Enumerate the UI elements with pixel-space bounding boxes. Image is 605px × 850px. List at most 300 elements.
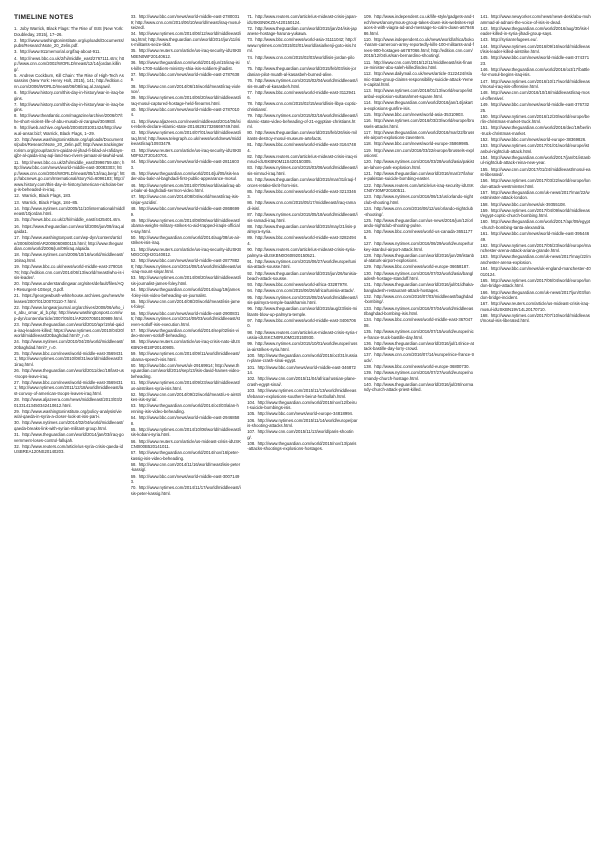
footnote-entry <box>247 90 358 101</box>
footnote-text: http://www.bbc.com/news/world-middle-east-34067060. <box>247 317 356 329</box>
footnote-entry <box>247 411 358 417</box>
footnote-number: 63. <box>130 403 137 409</box>
footnote-number: 43. <box>130 147 137 153</box>
footnote-entry <box>131 339 242 350</box>
footnote-text: http://www.nytimes.com/2015/05/18/world/middleeast/isis-ramadi-iraq.html. <box>247 212 358 223</box>
footnote-entry <box>14 252 125 263</box>
footnote-number: 16. <box>14 223 20 229</box>
footnote-entry <box>364 229 475 240</box>
footnote-entry <box>14 224 125 235</box>
footnote-text: http://www.theguardian.com/world/2015/feb/26/isis-militants-destroy-mosul-museum-artefacts. <box>247 130 357 141</box>
footnote-text: http://www.theguardian.com/world/2014/aug/08/us-air-strikes-isis-iraq. <box>130 234 241 246</box>
footnote-entry <box>131 392 242 403</box>
footnote-text: http://www.bbc.com/news/world-europe-36800730. <box>374 364 470 370</box>
footnote-text: http://www.cnn.com/2014/06/15/world/meast/iraq-violence/. <box>130 83 241 95</box>
footnote-entry <box>247 341 358 352</box>
footnote-entry <box>14 73 125 90</box>
footnote-entry <box>480 79 591 90</box>
footnote-text: http://www.cnn.com/2014/08/20/world/meast/isis-james-foley/. <box>130 298 241 310</box>
footnote-text: http://www.theguardian.com/uk-news/2017/jun/03/london-bridge-incident. <box>480 289 591 301</box>
footnote-entry <box>364 130 475 141</box>
footnote-number: 115. <box>363 111 372 117</box>
footnote-entry <box>364 88 475 99</box>
footnote-number: 121. <box>363 170 373 176</box>
footnote-text: http://www.theguardian.com/world/2015/feb/03/isis-jordanian-pilot-muath-al-kasasbeh-burned-alive. <box>247 66 357 77</box>
footnote-number: 112. <box>363 71 372 77</box>
footnote-number: 27. <box>14 379 20 385</box>
footnote-text: http://www.bbc.com/news/world-middle-east-31129416. <box>247 89 356 101</box>
footnote-number: 6. <box>14 89 18 95</box>
footnote-text: http://www.washingtonpost.com/wp-dyn/content/article/2006/06/08/AR2006060800115.html; http://www.theguardian.com/world/2006/jun/09/iraq.alqaida. <box>14 235 124 252</box>
footnote-number: 49. <box>130 217 137 223</box>
footnote-text: http://www.nytimes.com/2014/09/23/world/middleeast/us-airstrikes-syria-isis.html. <box>130 380 241 391</box>
footnote-number: 7. <box>14 101 18 107</box>
footnote-entry <box>364 364 475 370</box>
footnote-text: http://www.bbc.com/news/world-middle-east-37673225. <box>480 101 590 113</box>
footnote-text: http://www.nytimes.com/2014/06/12/world/middleeast/iraq.html; http://www.theguardian.com/world/2014/jun/11/isis-militants-seize-tikrit. <box>130 31 241 48</box>
footnote-number: 143. <box>480 37 489 43</box>
footnote-number: 153. <box>480 143 489 149</box>
footnote-text: http://www.nytimes.com/2016/06/13/us/orlando-nightclub-shooting.html. <box>363 194 473 205</box>
footnote-text: http://www.bbc.com/news/world-asia-35310903. <box>373 111 464 117</box>
footnote-entry <box>14 49 125 55</box>
footnote-entry <box>131 159 242 170</box>
footnote-entry <box>480 55 591 66</box>
footnote-text: http://www.washingtoninstitute.org/policy-analysis/view/al-qaeda-in-syria-a-closer-look-at-isis-part-i. <box>14 408 122 420</box>
footnote-text: http://www.nytimes.com/2014/06/20/world/middleeast/iraq-mosul-captured-hostage-held-firearms.html. <box>130 95 241 106</box>
footnote-entry <box>247 66 358 77</box>
footnote-entry <box>480 231 591 242</box>
footnote-text: http://www.bbc.com/news/world-middle-east-27870104. <box>130 106 240 118</box>
footnote-number: 64. <box>130 415 137 421</box>
footnote-entry <box>247 388 358 399</box>
footnote-number: 24. <box>14 339 20 345</box>
footnote-text: http://www.bbc.com/news/world-europe-38369826. <box>490 137 587 143</box>
footnote-number: 20. <box>14 281 20 287</box>
footnote-text: http://www.cnn.com/2016/03/22/europe/brussels-explosions/. <box>363 147 474 159</box>
footnote-text: http://www.theguardian.com/world/2016/aug/30/isis-leader-killed-in-syria-jihadi-group-says. <box>480 25 590 37</box>
footnote-entry <box>480 278 591 289</box>
footnote-entry <box>14 217 125 223</box>
footnote-number: 110. <box>363 36 372 42</box>
footnote-number: 164. <box>480 266 489 272</box>
footnote-entry <box>247 353 358 364</box>
footnote-text: http://www.theguardian.com/world/2016/dec/19/berlin-truck-christmas-market. <box>480 125 591 136</box>
footnote-text: http://www.cnn.com/2014/11/16/world/meast/isis-peter-kassig/. <box>130 461 241 473</box>
footnote-entry <box>247 429 358 440</box>
footnote-entry <box>364 306 475 317</box>
footnote-entry <box>480 208 591 219</box>
footnote-number: 30. <box>14 420 20 426</box>
footnote-number: 54. <box>130 287 137 293</box>
footnote-entry <box>131 258 242 275</box>
footnote-number: 104. <box>247 399 256 405</box>
footnote-number: 114. <box>363 100 372 106</box>
footnote-number: 75. <box>247 66 254 72</box>
footnote-entry <box>364 241 475 252</box>
footnote-text: http://www.nytimes.com/2017/01/01/world/europe/istanbul-nightclub-attack.html. <box>480 143 590 154</box>
footnote-entry <box>480 90 591 101</box>
footnote-number: 53. <box>130 275 137 281</box>
footnote-text: http://www.reuters.com/article/us-iraq-crisis-nato-idUSKBN0H018P20140905. <box>130 339 241 351</box>
footnote-number: 102. <box>247 376 256 382</box>
footnote-entry <box>131 218 242 235</box>
footnote-text: http://www.cnn.com/2015/11/13/world/paris-shooting/. <box>247 429 354 440</box>
footnote-text: http://www.bbc.com/news/world-asia-31111042; http://www.nytimes.com/2015/02/01/world/asia/kenji-goto-isis.html. <box>247 37 357 54</box>
footnote-text: http://www.cnn.com/2016/07/14/europe/nice-france-truck/. <box>363 352 475 363</box>
footnote-entry <box>131 60 242 71</box>
footnote-number: 99. <box>247 341 254 347</box>
footnote-number: 34. <box>130 31 137 37</box>
footnote-text: http://www.nytimes.com/2015/11/14/world/europe/paris-shooting-attacks.html. <box>247 417 358 429</box>
footnote-entry <box>14 56 125 73</box>
footnote-text: http://www.theguardian.com/world/2015/aug/23/isis-militants-blow-up-palmyra-temple. <box>247 306 358 317</box>
footnote-entry <box>131 31 242 48</box>
footnote-entry <box>14 200 125 206</box>
footnote-entry <box>247 101 358 112</box>
footnote-entry <box>131 148 242 159</box>
footnote-text: http://www.bbc.com/news/world-middle-east-27876389. <box>130 71 240 83</box>
footnote-text: http://www.nytimes.com/2006/10/16/world/middleeast/16iraq.html. <box>14 252 124 263</box>
footnote-number: 21. <box>14 293 20 299</box>
footnote-text: http://www.theguardian.com/world/2010/apr/19/al-qaida-iraq-leaders-killed; https://www.nytimes.com/2010/04/20/world/middleeast/20baghdad.html?_r=0. <box>14 321 125 339</box>
footnote-number: 81. <box>247 141 254 147</box>
footnote-text: http://www.bbc.com/news/world-middle-east-28686999. <box>130 205 240 217</box>
footnote-entry <box>131 183 242 194</box>
footnote-number: 72. <box>247 25 254 31</box>
footnote-number: 91. <box>247 258 254 264</box>
footnote-text: http://www.nytimes.com/2017/07/10/world/middleeast/mosul-isis-liberated.html. <box>480 312 590 324</box>
footnote-entry <box>247 165 358 176</box>
footnote-text: http://www.washingtoninstitute.org/uploads/Documents/pubs/ResearchNote_20_Zelin.pdf; http://www.trackingterrorism.org/group/tanzim-qaidat-al-jihad-fi-bilad-al-rafidayn-qjbr-al-qaida-iraq-aqi-land-two-rivers-jamaat-al-tawhid-wal. <box>14 136 125 159</box>
footnote-entry <box>131 48 242 59</box>
footnote-entry <box>364 294 475 305</box>
footnote-text: http://www.cnn.com/2014/08/04/world/meast/iraq-isis-sinjar-yazidis/. <box>130 194 240 205</box>
footnote-text: http://www.theguardian.com/world/2015/mar/31/iraqi-forces-retake-tikrit-from-isis. <box>247 177 356 188</box>
footnote-number: 77. <box>247 89 254 95</box>
footnote-text: http://www.bbc.com/news/world-middle-east-37437123. <box>480 55 590 66</box>
footnote-number: 73. <box>247 37 254 43</box>
footnote-number: 151. <box>480 125 489 131</box>
footnote-number: 76. <box>247 77 254 83</box>
footnote-entry <box>14 26 125 37</box>
footnote-entry <box>480 167 591 178</box>
footnote-entry <box>131 485 242 496</box>
footnote-number: 69. <box>130 473 137 479</box>
footnote-number: 129. <box>363 264 373 270</box>
notes-column-1 <box>14 14 125 840</box>
footnote-number: 36. <box>130 60 137 66</box>
footnote-entry <box>480 67 591 78</box>
footnote-number: 118. <box>363 141 372 147</box>
footnote-text: http://www.nytimes.com/2016/12/20/world/europe/berlin-christmas-market-truck.html. <box>480 113 590 125</box>
footnote-entry <box>247 259 358 270</box>
footnote-text: http://www.bbc.com/news/world-africa-33287978. <box>255 282 348 288</box>
footnote-number: 71. <box>247 14 254 19</box>
footnote-number: 83. <box>247 165 254 171</box>
footnote-entry <box>247 400 358 411</box>
footnote-entry <box>364 206 475 217</box>
footnote-entry <box>480 44 591 55</box>
footnote-number: 105. <box>247 411 256 417</box>
footnote-text: http://www.bbc.com/news/world-middle-east-30071493. <box>130 473 240 485</box>
footnote-entry <box>14 125 125 136</box>
footnote-text: http://www.bbc.com/news/world-middle-east-32133463. <box>247 188 356 200</box>
footnote-text: http://www.reuters.com/article/us-iraq-security-idUSKCN0Y30MF20160511. <box>363 182 474 194</box>
footnote-text: http://news.bbc.co.uk/2/hi/middle_east/2767111.stm; http://www.cnn.com/2002/WORLD/meast/12/14/jordan.killing/. <box>14 55 124 72</box>
footnote-text: http://www.nytimes.com/2014/07/05/world/asia/iraq-abu-bakr-al-baghdadi-sermon-video.html. <box>130 182 241 194</box>
footnote-entry <box>364 171 475 182</box>
footnote-entry <box>131 119 242 130</box>
footnote-number: 128. <box>363 252 373 258</box>
footnote-text: http://www.nytimes.com/2015/03/06/world/middleeast/isis-nimrud-iraq.html. <box>247 165 358 176</box>
footnote-entry <box>247 288 358 294</box>
footnote-number: 35. <box>130 48 137 54</box>
footnote-number: 130. <box>363 270 373 276</box>
footnote-text: http://www.independent.co.uk/life-style/gadgets-and-tech/news/anonymous-group-takes-down-isis-websites-replaces-it-with-viagra-ad-and-message-to-calm-down-a6794686.html. <box>363 14 475 36</box>
footnote-text: http://www.reuters.com/article/us-mideast-crisis-iraq-mosul-idUSKBN19V14L20170710. <box>480 301 590 312</box>
footnote-number: 161. <box>480 231 489 237</box>
footnote-entry <box>131 328 242 339</box>
footnote-number: 78. <box>247 101 254 107</box>
footnote-number: 160. <box>480 219 489 225</box>
footnote-text: http://www.theguardian.com/world/2014/aug/19/james-foley-isis-video-beheading-us-journalist. <box>130 287 240 298</box>
footnote-entry <box>14 160 125 193</box>
footnote-entry <box>247 247 358 258</box>
footnote-entry <box>247 330 358 341</box>
footnote-text: http://www.history.com/this-day-in-history/war-in-iraq-begins. <box>14 89 125 101</box>
footnote-entry <box>247 142 358 153</box>
footnote-entry <box>14 206 125 217</box>
footnote-number: 87. <box>247 212 254 218</box>
footnote-number: 65. <box>130 426 137 432</box>
footnote-number: 90. <box>247 247 254 253</box>
footnote-entry <box>247 14 358 25</box>
footnote-number: 39. <box>130 95 137 101</box>
footnote-entry <box>480 125 591 136</box>
footnote-number: 74. <box>247 54 254 60</box>
footnote-entry <box>364 71 475 88</box>
footnote-number: 156. <box>480 178 489 184</box>
footnote-number: 145. <box>480 55 489 61</box>
footnote-text: http://www.cnn.com/2016/07/03/middleeast/baghdad-bombing/. <box>363 293 474 305</box>
footnote-entry <box>247 295 358 306</box>
footnote-text: http://www.theguardian.com/world/2017/apr/09/egypt-church-bombing-tanta-alexandria. <box>480 219 591 230</box>
footnote-text: http://www.theatlantic.com/magazine/archive/2006/07/the-short-violent-life-of-abu-musab-al-zarqawi/304983/. <box>14 113 123 124</box>
footnote-number: 52. <box>130 258 137 264</box>
notes-column-5 <box>480 14 591 840</box>
footnote-number: 149. <box>480 101 489 107</box>
footnote-entry <box>480 143 591 154</box>
footnote-text: http://www.nytimes.com/2016/07/04/world/middleeast/baghdad-bombing-isis.html. <box>363 305 474 317</box>
footnote-entry <box>364 218 475 229</box>
footnote-text: http://www.theguardian.com/world/2014/oct/03/alan-henning-isis-video-beheading. <box>130 403 239 414</box>
footnote-text: http://www.newyorker.com/news/news-desk/abu-muhammad-al-adnani-the-voice-of-isis-is-dead. <box>480 14 591 25</box>
footnote-text: http://www.reuters.com/article/us-iraq-security-idUSKBN0GC0QH20140812. <box>130 246 241 258</box>
footnote-number: 119. <box>363 147 372 153</box>
footnote-text: http://www.nytimes.com/2016/03/23/world/europe/brussels-attacks.html. <box>363 118 475 129</box>
notes-column-3 <box>247 14 358 840</box>
footnote-entry <box>14 281 125 292</box>
footnote-text: http://www.bbc.com/news/world-middle-east-29468588. <box>130 415 240 426</box>
footnote-text: http://www.nytimes.com/2014/09/11/world/middleeast/obama-speech-isis.html. <box>130 351 240 362</box>
footnote-text: http://www.aljazeera.com/news/middleeast/2014/06/isis-rebels-declare-islamic-state-201462917326669749.html. <box>130 118 241 130</box>
footnote-entry <box>247 189 358 200</box>
footnote-entry <box>480 313 591 324</box>
footnote-text: http://www.nytimes.com/2014/08/20/world/middleeast/isis-journalist-james-foley.html. <box>130 275 241 287</box>
footnote-text: http://www.reuters.com/article/us-mideast-crisis-japan-idUSKBN0KZ0A420150124. <box>247 14 358 25</box>
footnote-number: 165. <box>480 277 489 283</box>
footnote-number: 85. <box>247 188 254 194</box>
footnote-entry <box>364 112 475 118</box>
footnote-text: Warrick, Black Flags, 184–85. <box>22 199 79 205</box>
footnote-text: http://www.nytimes.com/2016/07/27/world/europe/normandy-church-hostage.html. <box>363 370 473 381</box>
footnote-text: http://www.longwarjournal.org/archives/2008/06/who_is_abu_omar_al_b.php; http://www.washingtonpost.com/wp-dyn/content/article/2007/05/01/AR2007050100989.html. <box>14 304 124 321</box>
footnote-number: 134. <box>363 317 373 323</box>
footnote-number: 10. <box>14 136 20 142</box>
footnote-text: http://www.nytimes.com/2017/05/23/world/europe/manchester-arena-attack-ariana-grande.html. <box>480 242 591 254</box>
footnote-entry <box>480 266 591 277</box>
footnote-entry <box>14 137 125 159</box>
footnote-text: http://news.bbc.co.uk/2/hi/middle_east/3996759.stm; http://www.bbc.com/news/world-middle-east-30083303; http://www.cnn.com/2004/WORLD/meast/05/13/iraq.berg/; http://abcnews.go.com/International/story?id=6096183; http://www.history.com/this-day-in-history/american-nicholas-berg-is-beheaded-in-iraq. <box>14 159 125 193</box>
footnote-text: http://www.theguardian.com/world/2016/mar/27/lahore-pakistan-suicide-bombing-easter. <box>363 170 474 182</box>
footnote-entry <box>247 177 358 188</box>
footnote-number: 142. <box>480 25 489 31</box>
footnote-number: 166. <box>480 289 489 295</box>
footnote-entry <box>364 14 475 36</box>
footnote-number: 96. <box>247 306 254 312</box>
footnote-number: 31. <box>14 432 20 438</box>
footnote-entry <box>14 293 125 304</box>
footnote-number: 3. <box>14 49 18 55</box>
notes-column-2 <box>131 14 242 840</box>
footnote-number: 1. <box>14 26 18 31</box>
footnote-number: 98. <box>247 329 254 335</box>
footnote-number: 14. <box>14 205 20 211</box>
footnote-entry <box>364 194 475 205</box>
footnote-text: http://www.cnn.com/2015/02/15/world/isis-libya-coptic-christians/. <box>247 101 358 112</box>
footnote-entry <box>14 339 125 350</box>
footnote-number: 46. <box>130 182 137 188</box>
footnote-text: http://www.bbc.com/news/world-middle-east-39544649. <box>480 231 590 242</box>
footnote-number: 41. <box>130 118 137 124</box>
footnote-text: http://www.cnn.com/2017/01/24/middleeast/mosul-east-liberated/. <box>480 166 591 178</box>
footnote-text: http://www.theguardian.com/world/2014/sep/02/isis-video-steven-sotloff-beheading. <box>130 327 239 339</box>
footnote-number: 66. <box>130 438 137 444</box>
footnote-text: http://www.bbc.com/news/uk-29169914; http://www.theguardian.com/world/2014/sep/13/isis-david-haines-video-beheading. <box>130 362 241 379</box>
footnote-number: 122. <box>363 182 373 188</box>
footnote-text: http://www.nytimes.com/2014/02/04/world/middleeast/qaeda-breaks-link-with-syrian-militant-group.html. <box>14 420 124 431</box>
footnote-entry <box>14 322 125 339</box>
footnote-text: http://www.bbc.com/news/world-us-canada-36511778. <box>363 229 473 240</box>
footnote-number: 18. <box>14 252 20 258</box>
footnote-entry <box>480 254 591 265</box>
footnote-entry <box>364 370 475 381</box>
footnote-entry <box>480 219 591 230</box>
footnote-entry <box>14 432 125 443</box>
footnote-number: 51. <box>130 246 137 252</box>
footnote-text: http://www.theguardian.com/us-news/2016/jun/12/orlando-nightclub-shooting-pulse. <box>363 217 474 229</box>
footnote-entry <box>131 403 242 414</box>
footnote-entry <box>131 95 242 106</box>
footnote-text: http://www.nytimes.com/2014/10/08/world/middleeast/isis-kobani-syria.html. <box>130 426 241 438</box>
footnote-number: 68. <box>130 461 137 467</box>
footnote-entry <box>480 114 591 125</box>
footnote-number: 97. <box>247 317 254 323</box>
footnote-text: http://www.cnn.com/2015/06/26/africa/tunisia-attack/. <box>255 288 355 294</box>
footnote-entry <box>14 420 125 431</box>
footnote-entry <box>14 193 125 199</box>
footnote-number: 28. <box>14 397 20 403</box>
footnote-entry <box>14 409 125 420</box>
footnote-text: http://www.nytimes.com/2015/11/13/world/middleeast/lebanon-explosions-southern-beirut-hezbollah.html. <box>247 388 357 399</box>
footnote-number: 89. <box>247 235 254 241</box>
footnote-number: 158. <box>480 201 489 207</box>
footnote-number: 11. <box>14 159 20 165</box>
footnote-number: 132. <box>363 293 373 299</box>
footnote-entry <box>364 317 475 328</box>
footnote-entry <box>131 351 242 362</box>
footnote-text: http://www.theguardian.com/world/2014/jul/05/isis-leader-abu-bakr-al-baghdadi-first-public-appearance-mosul. <box>130 170 239 182</box>
footnote-entry <box>247 78 358 89</box>
footnote-number: 82. <box>247 153 254 159</box>
footnote-number: 48. <box>130 205 137 211</box>
footnote-text: http://www.nytimes.com/2014/08/08/world/middleeast/obama-weighs-military-strikes-to-aid-trapped-iraqis-officials-say.html. <box>130 217 241 234</box>
footnote-entry <box>480 102 591 113</box>
footnote-number: 135. <box>363 328 373 334</box>
footnote-entry <box>364 60 475 71</box>
footnote-number: 61. <box>130 380 137 386</box>
footnote-number: 93. <box>247 282 254 288</box>
footnote-number: 42. <box>130 130 137 136</box>
footnote-entry <box>247 55 358 66</box>
footnote-text: http://www.bbc.com/news/world-europe-36658187. <box>374 264 470 270</box>
footnote-entry <box>131 427 242 438</box>
footnote-number: 108. <box>247 440 256 446</box>
footnote-number: 133. <box>363 305 373 311</box>
footnote-text: Joby Warrick, Black Flags: The Rise of ISIS (New York: Doubleday, 2015), 17–26. <box>14 26 124 37</box>
footnote-entry <box>247 212 358 223</box>
footnote-number: 107. <box>247 429 256 435</box>
footnote-text: https://www.theguardian.com/world/2006/jun/08/iraq.alqaida1. <box>14 223 125 235</box>
footnote-number: 26. <box>14 368 20 374</box>
footnote-entry <box>247 154 358 165</box>
footnote-number: 70. <box>130 485 137 491</box>
footnote-number: 100. <box>247 352 256 358</box>
footnote-entry <box>247 113 358 130</box>
footnote-text: http://www.cnn.com/2015/02/03/world/isis-jordan-pilot/. <box>247 54 355 66</box>
footnote-number: 106. <box>247 417 256 423</box>
footnote-number: 163. <box>480 254 489 260</box>
footnote-number: 126. <box>363 229 373 235</box>
footnote-number: 124. <box>363 205 373 211</box>
footnote-entry <box>247 224 358 235</box>
notes-column-4 <box>364 14 475 840</box>
footnote-text: http://www.nytimes.com/2015/10/01/world/europe/russia-airstrikes-syria.html. <box>247 341 358 352</box>
footnote-number: 154. <box>480 154 489 160</box>
footnote-text: http://www.theguardian.com/uk-news/2017/may/22/manchester-arena-explosion. <box>480 254 591 266</box>
footnote-number: 50. <box>130 234 137 240</box>
footnote-text: http://www.nytimes.com/2016/09/16/world/middleeast/isis-leader-killed-airstrike.html. <box>480 43 590 55</box>
footnote-entry <box>364 100 475 111</box>
footnote-number: 155. <box>480 166 489 172</box>
footnote-entry <box>131 380 242 391</box>
footnote-entry <box>480 202 591 208</box>
footnote-number: 80. <box>247 130 254 136</box>
footnote-entry <box>364 183 475 194</box>
footnote-text: http://www.bbc.com/news/world-middle-east-36704708. <box>363 317 473 328</box>
footnote-number: 146. <box>480 66 489 72</box>
